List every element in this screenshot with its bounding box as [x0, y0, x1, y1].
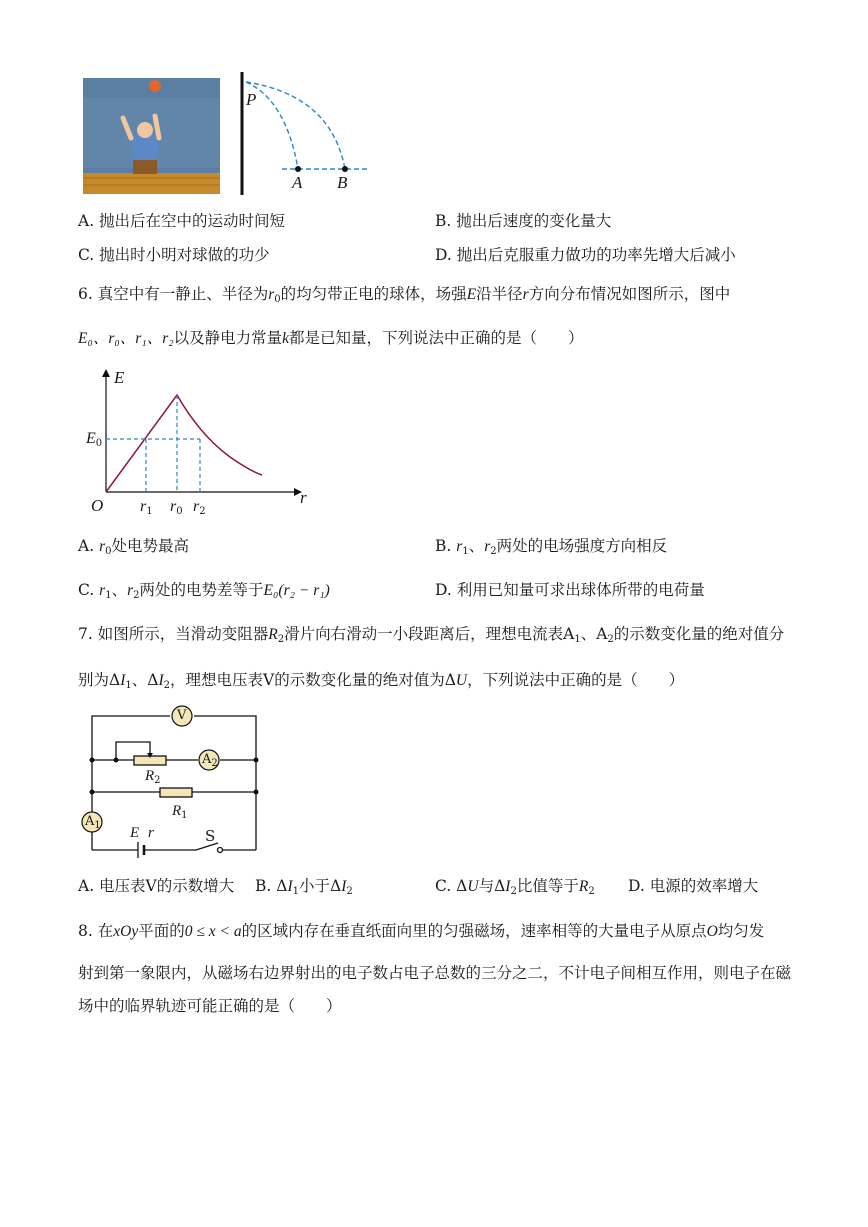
q8-stem-line2: 射到第一象限内，从磁场右边界射出的电子数占电子总数的三分之二，不计电子间相互作用，则电子在磁 — [78, 964, 792, 982]
q6-option-c: C. $r_1$、$r_2$两处的电势差等于E₀(r₂ − r₁) — [78, 581, 330, 601]
q5-option-b: B. 抛出后速度的变化量大 — [435, 212, 612, 230]
ammeter-a1-label: $A_1$ — [85, 814, 101, 831]
q6-stem-line1: 6. 真空中有一静止、半径为$r_0$的均匀带正电的球体，场强E沿半径r方向分布情况如图所示，图中 — [78, 285, 731, 305]
ammeter-a2-label: $A_2$ — [202, 752, 218, 769]
point-b-label: B — [337, 173, 348, 192]
voltmeter-label: V — [177, 708, 187, 723]
point-a-label: A — [292, 173, 303, 192]
graph-y-label: E — [114, 368, 125, 387]
q5-option-d: D. 抛出后克服重力做功的功率先增大后减小 — [435, 246, 736, 264]
q5-option-a: A. 抛出后在空中的运动时间短 — [78, 212, 286, 230]
q7-stem-line2: 别为$\Delta I_1$、$\Delta I_2$，理想电压表V的示数变化量的绝对值为ΔU，下列说法中正确的是（ ） — [78, 671, 685, 691]
q7-option-a: A. 电压表V的示数增大 — [78, 877, 235, 895]
graph-origin-label: O — [91, 496, 104, 515]
rheostat-r2-label: $R_2$ — [145, 768, 161, 786]
graph-x-label: r — [300, 488, 307, 507]
graph-r1-label: $r_1$ — [140, 498, 153, 517]
switch-s-label: S — [205, 827, 216, 845]
graph-r2-label: $r_2$ — [193, 498, 206, 517]
q7-option-c: C. ΔU与$\Delta I_2$比值等于$R_2$ — [435, 877, 595, 897]
graph-e0-label: $E_0$ — [86, 430, 103, 449]
resistor-r1-label: $R_1$ — [172, 803, 188, 821]
q7-option-d: D. 电源的效率增大 — [628, 877, 759, 895]
q5-option-c: C. 抛出时小明对球做的功少 — [78, 246, 270, 264]
q6-option-d: D. 利用已知量可求出球体所带的电荷量 — [435, 581, 705, 599]
internal-r-label: r — [148, 825, 154, 841]
q6-option-b: B. $r_1$、$r_2$两处的电场强度方向相反 — [435, 537, 668, 557]
basketball-throw-photo — [83, 78, 220, 194]
q8-stem-line1: 8. 在xOy平面的0 ≤ x < a的区域内存在垂直纸面向里的匀强磁场，速率相等的大量电子从原点O均匀发 — [78, 922, 765, 940]
graph-r0-label: $r_0$ — [170, 498, 183, 517]
q7-option-b: B. $\Delta I_1$小于$\Delta I_2$ — [255, 877, 353, 897]
circuit-diagram — [78, 700, 268, 862]
trajectory-diagram — [236, 70, 376, 196]
q6-option-a: A. $r_0$处电势最高 — [78, 537, 189, 557]
q7-stem-line1: 7. 如图所示，当滑动变阻器$R_2$滑片向右滑动一小段距离后，理想电流表$A_1$、$A_2$的示数变化量的绝对值分 — [78, 625, 785, 645]
emf-e-label: E — [130, 825, 140, 841]
q6-stem-line2: E₀、r₀、r₁、r₂以及静电力常量k都是已知量，下列说法中正确的是（ ） — [78, 329, 584, 347]
q8-stem-line3: 场中的临界轨迹可能正确的是（ ） — [78, 997, 342, 1015]
point-p-label: P — [246, 90, 257, 109]
